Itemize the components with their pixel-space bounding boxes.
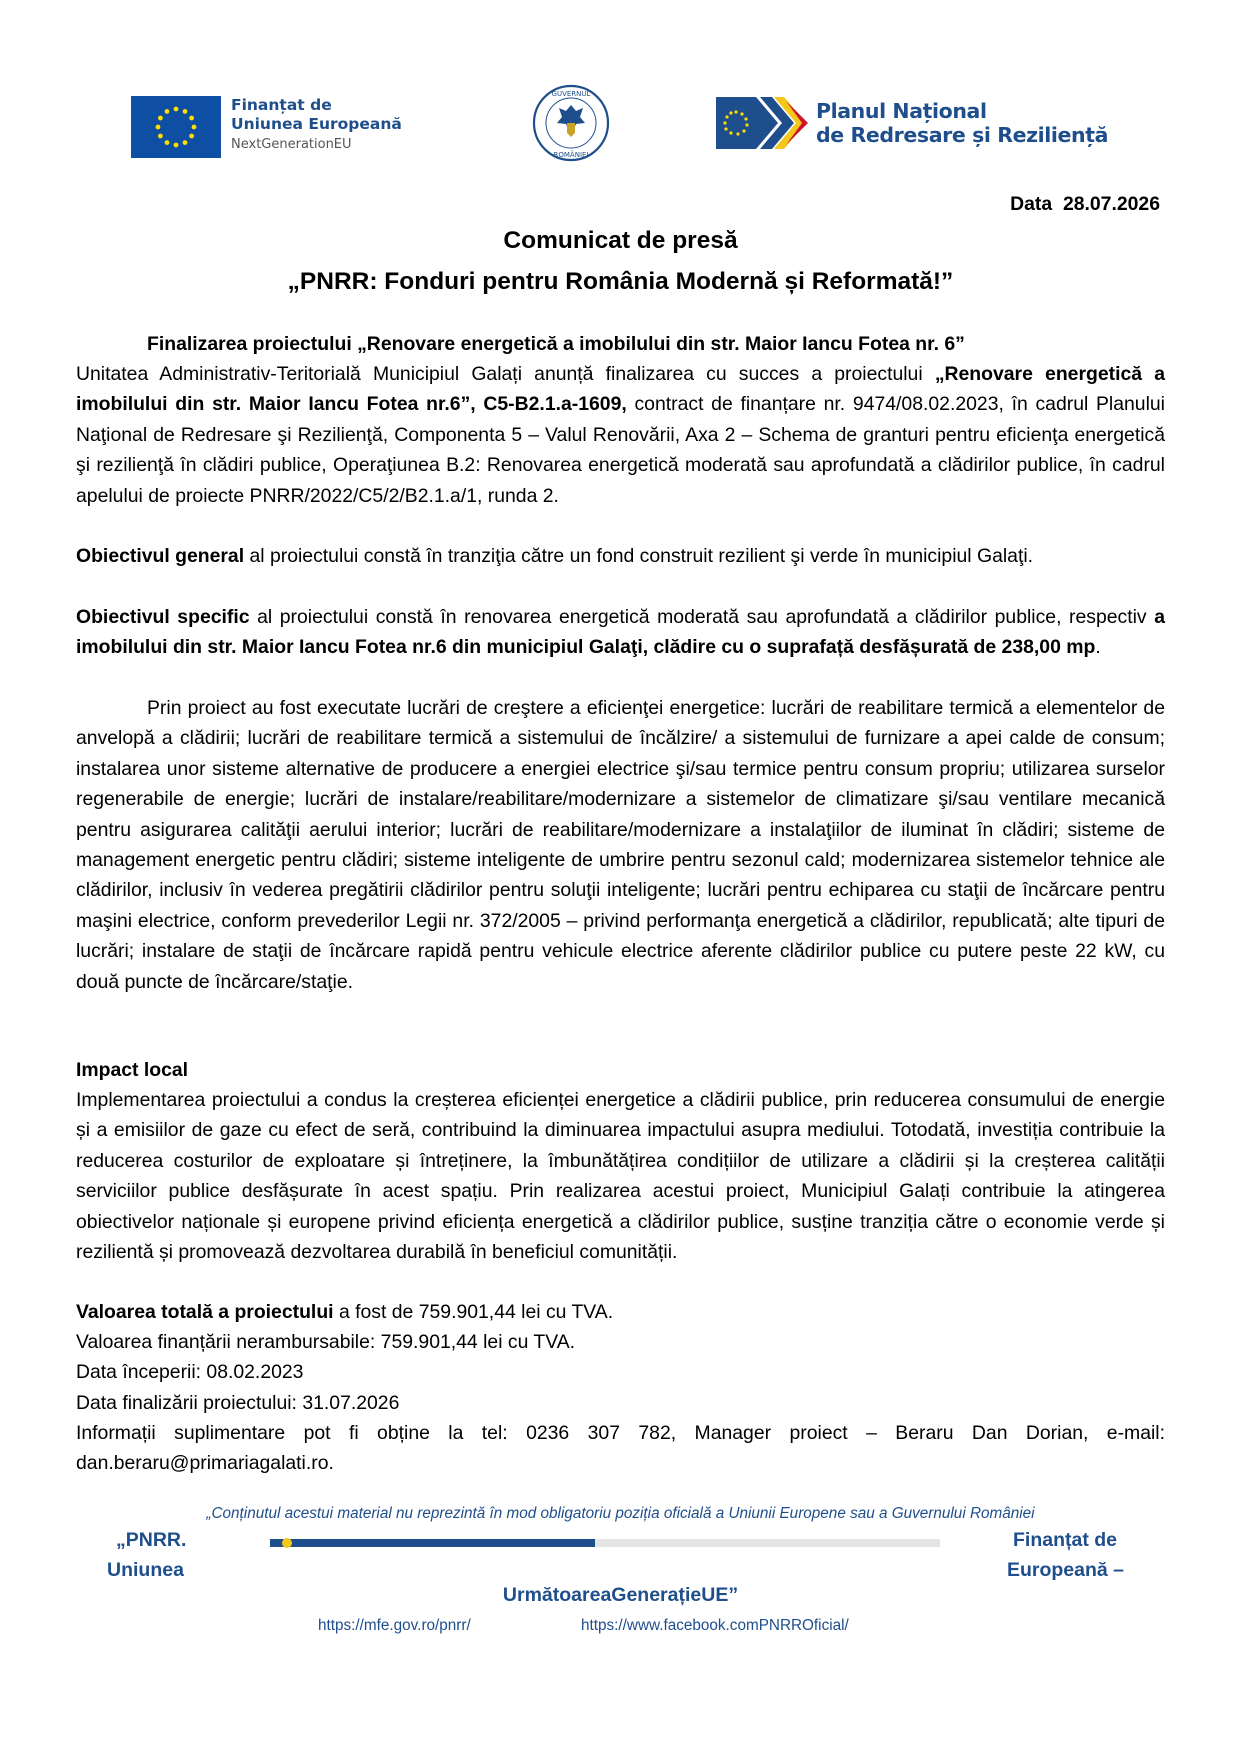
pnrr-logo [716, 95, 1126, 155]
building-description: a imobilului din str. Maior Iancu Fotea nr.6 din municipiul Galaţi, clădire cu o suprafață desfășurată de 238,00 mp [76, 606, 1165, 659]
nonrefundable-value-line: Valoarea finanțării nerambursabile: 759.901,44 lei cu TVA. [76, 1331, 576, 1353]
general-objective-paragraph [76, 541, 1165, 571]
footer-link-facebook[interactable]: https://www.facebook.comPNRROficial/ [581, 1617, 849, 1634]
pnrr-arrows-icon [716, 97, 808, 149]
footer-right-line1: Finanțat de [1012, 1529, 1117, 1551]
intro-text-c: contract de finanțare nr. 9474/08.02.2023, în cadrul Planului Naţional de Redresare şi Rezilienţă, Componenta 5 – Valul Renovării, Axa 2 – Schema de granturi pentru eficienţa energetică şi rezilienţă în clădiri publice, Operaţiunea B.2: Renovarea energetică moderată sau aprofundată a clădirilor publice, în cadrul apelului de proiecte PNRR/2022/C5/2/B2.1.a/1, runda 2. [76, 393, 1165, 507]
document-subtitle: „PNRR: Fonduri pentru România Modernă și Reformată!” [287, 268, 954, 295]
document-title: Comunicat de presă [503, 227, 738, 254]
footer-left-line1: „PNRR. [116, 1529, 187, 1551]
eu-logo-line3: NextGenerationEU [231, 137, 352, 152]
specific-objective-text: al proiectului constă în renovarea energetică moderată sau aprofundată a clădirilor publice, respectiv [249, 606, 1155, 628]
gov-seal-bottom-text: ROMÂNIEI [553, 151, 589, 159]
eu-logo-line2: Uniunea Europeană [231, 115, 402, 133]
intro-paragraph [76, 359, 1165, 511]
specific-objective-paragraph [76, 602, 1165, 663]
pnrr-logo-line1: Planul Național [816, 99, 987, 123]
footer-center-slogan: UrmătoareaGenerațieUE” [502, 1584, 739, 1606]
footer-link-mfe[interactable]: https://mfe.gov.ro/pnrr/ [318, 1617, 471, 1634]
total-value-line [76, 1297, 1165, 1327]
contact-info: Informații suplimentare pot fi obține la tel: 0236 307 782, Manager proiect – Beraru Dan Dorian, e-mail: dan.beraru@primariagalati.ro. [76, 1422, 1165, 1475]
project-heading: Finalizarea proiectului „Renovare energetică a imobilului din str. Maior Iancu Fotea nr. 6” [147, 333, 965, 355]
intro-text-a: Unitatea Administrativ-Teritorială Municipiul Galați anunță finalizarea cu succes a proiectului [76, 363, 935, 385]
total-value-label: Valoarea totală a proiectului [76, 1301, 334, 1323]
project-name-code: „Renovare energetică a imobilului din str. Maior Iancu Fotea nr.6”, C5-B2.1.a-1609, [76, 363, 1165, 416]
specific-objective-end: . [1095, 636, 1101, 659]
pnrr-logo-line2: de Redresare și Reziliență [816, 123, 1109, 147]
total-value-text: a fost de 759.901,44 lei cu TVA. [333, 1301, 614, 1323]
footer-left-line2: Uniunea [107, 1559, 184, 1581]
gov-seal-top-text: GUVERNUL [551, 90, 591, 98]
document-date: Data 28.07.2026 [1010, 193, 1160, 215]
specific-objective-label: Obiectivul specific [76, 606, 250, 628]
general-objective-text: al proiectului constă în tranziţia către un fond construit rezilient şi verde în municipiul Galaţi. [244, 545, 1034, 567]
start-date-line: Data începerii: 08.02.2023 [76, 1361, 304, 1383]
works-paragraph: Prin proiect au fost executate lucrări de creştere a eficienţei energetice: lucrări de reabilitare termică a elementelor de anvelopă a clădirii; lucrări de reabilitare termică a sistemului de încălzire/ a sistemului de furnizare a apei calde de consum; instalarea unor sisteme alternative de producere a energiei electrice şi/sau termice pentru consum propriu; utilizarea surselor regenerabile de energie; lucrări de instalare/reabilitare/modernizare a sistemelor de climatizare şi/sau ventilare mecanică pentru asigurarea calităţii aerului interior; lucrări de reabilitare/modernizare a instalaţiilor de iluminat în clădiri; sisteme de management energetic pentru clădiri; sisteme inteligente de umbrire pentru sezonul cald; modernizarea sistemelor tehnice ale clădirilor, inclusiv în vederea pregătirii clădirilor pentru soluţii inteligente; lucrări pentru echiparea cu staţii de încărcare pentru maşini electrice, conform prevederilor Legii nr. 372/2005 – privind performanţa energetică a clădirilor, republicată; alte tipuri de lucrări; instalare de staţii de încărcare rapidă pentru vehicule electrice aferente clădirilor publice cu putere peste 22 kW, cu două puncte de încărcare/staţie. [76, 697, 1165, 993]
impact-paragraph: Implementarea proiectului a condus la creșterea eficienței energetice a clădirii publice, prin reducerea consumului de energie și a emisiilor de gaze cu efect de seră, contribuind la diminuarea impactului asupra mediului. Totodată, investiția contribuie la reducerea costurilor de exploatare și întreținere, la îmbunătățirea condițiilor de utilizare a clădirii și la creșterea calității serviciilor publice desfășurate în acest spațiu. Prin realizarea acestui proiect, Municipiul Galați contribuie la atingerea obiectivelor naționale și europene privind eficiența energetică a clădirilor publice, susține tranziția către o economie verde și rezilientă și promovează dezvoltarea durabilă în beneficiul comunității. [76, 1089, 1165, 1264]
government-seal-icon [531, 83, 611, 163]
end-date-line: Data finalizării proiectului: 31.07.2026 [76, 1392, 400, 1414]
footer-disclaimer: „Conținutul acestui material nu reprezintă în mod obligatoriu poziția oficială a Uniunii Europene sau a Guvernului României [206, 1505, 1035, 1522]
eu-funding-logo [131, 96, 421, 160]
footer-right-line2: Europeană – [1006, 1559, 1124, 1581]
footer-divider-bar [270, 1539, 940, 1547]
impact-heading: Impact local [76, 1059, 189, 1081]
eu-flag-icon [131, 96, 221, 158]
eu-logo-line1: Finanțat de [231, 96, 332, 114]
general-objective-label: Obiectivul general [76, 545, 245, 567]
